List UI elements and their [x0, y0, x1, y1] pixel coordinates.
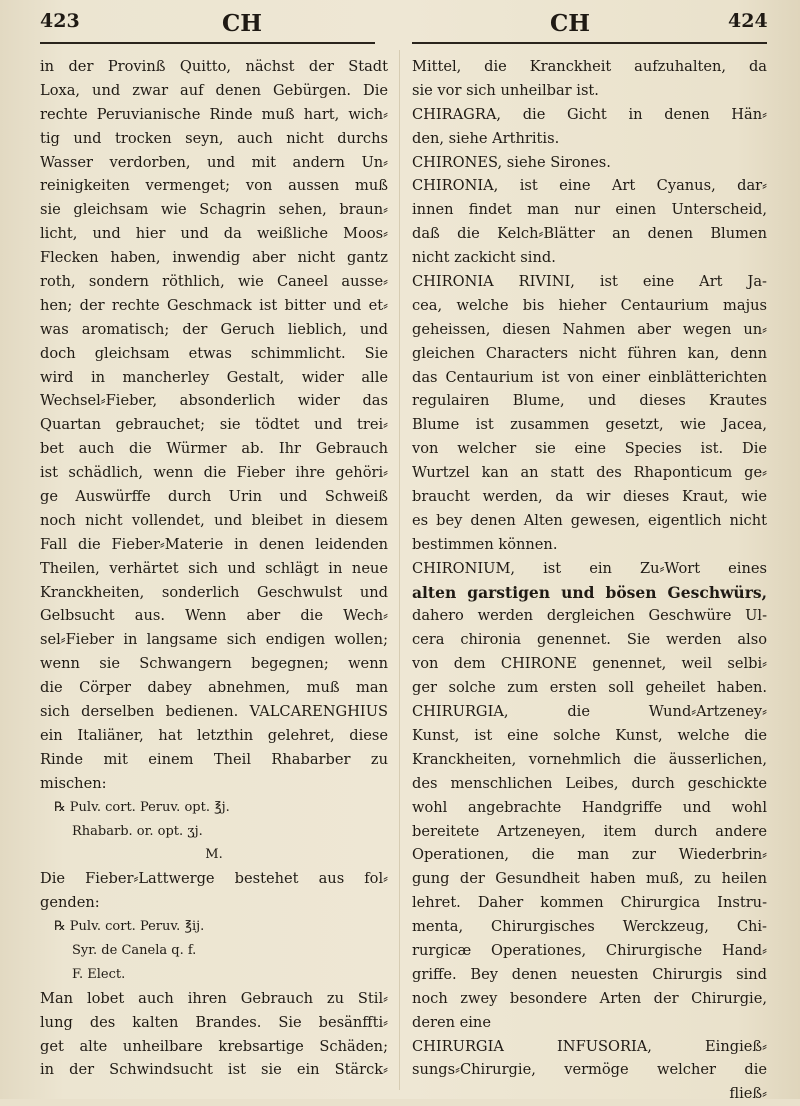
text-line: in der Schwindsucht ist sie ein Stärck⸗: [40, 1061, 388, 1079]
text-line: genden:: [40, 894, 100, 912]
entry-headword-line: CHIRONIUM, ist ein Zu⸗Wort eines: [412, 559, 767, 577]
text-line: in der Provinß Quitto, nächst der Stadt: [40, 58, 388, 75]
column-gutter: [399, 50, 400, 1090]
text-line: hen; der rechte Geschmack ist bitter und et⸗: [40, 296, 388, 314]
text-line: Die Fieber⸗Lattwerge bestehet aus fol⸗: [40, 870, 388, 888]
text-line: was aromatisch; der Geruch lieblich, und: [40, 320, 388, 338]
text-line: menta, Chirurgisches Werckzeug, Chi-: [412, 918, 767, 936]
text-line: gung der Gesundheit haben muß, zu heilen: [412, 870, 767, 888]
text-line: ge Auswürffe durch Urin und Schweiß: [40, 488, 388, 506]
text-line: Blume ist zusammen gesetzt, wie Jacea,: [412, 416, 767, 434]
text-line: rechte Peruvianische Rinde muß hart, wich⸗: [40, 105, 388, 123]
entry-headword-line: CHIRAGRA, die Gicht in denen Hän⸗: [412, 105, 767, 123]
right-running-head: CH: [550, 10, 591, 37]
text-line: nicht zackicht sind.: [412, 249, 556, 267]
text-line: cera chironia genennet. Sie werden also: [412, 631, 767, 649]
entry-headword-line: CHIRURGIA INFUSORIA, Eingieß⸗: [412, 1037, 767, 1055]
text-line: Flecken haben, inwendig aber nicht gantz: [40, 249, 388, 267]
text-line: geheissen, diesen Nahmen aber wegen un⸗: [412, 320, 767, 338]
text-line: regulairen Blume, und dieses Krautes: [412, 392, 767, 410]
text-line: licht, und hier und da weißliche Moos⸗: [40, 225, 388, 243]
text-line: Kranckheiten, vornehmlich die äusserlichen,: [412, 750, 767, 768]
left-running-head: CH: [222, 10, 263, 37]
text-line: cea, welche bis hieher Centaurium majus: [412, 296, 767, 314]
text-line: lehret. Daher kommen Chirurgica Instru-: [412, 894, 767, 912]
right-text-column: [412, 55, 767, 1106]
text-line: des menschlichen Leibes, durch geschickte: [412, 774, 767, 792]
text-line: sie vor sich unheilbar ist.: [412, 81, 599, 99]
text-line: Operationen, die man zur Wiederbrin⸗: [412, 846, 767, 864]
text-line: sel⸗Fieber in langsame sich endigen wollen;: [40, 631, 388, 649]
text-line: Kunst, ist eine solche Kunst, welche die: [412, 726, 767, 744]
recipe-line: F. Elect.: [72, 966, 126, 982]
recipe-line: ℞ Pulv. cort. Peruv. ℥ij.: [54, 919, 205, 935]
text-line: Man lobet auch ihren Gebrauch zu Stil⸗: [40, 989, 388, 1007]
text-line: Mittel, die Kranckheit aufzuhalten, da: [412, 58, 767, 75]
text-line: ger solche zum ersten soll geheilet haben.: [412, 679, 767, 697]
text-line: alten garstigen und bösen Geschwürs,: [412, 582, 767, 602]
text-line: bet auch die Würmer ab. Ihr Gebrauch: [40, 440, 388, 458]
text-line: reinigkeiten vermenget; von aussen muß: [40, 177, 388, 195]
recipe-line: M.: [205, 847, 223, 863]
text-line: Gelbsucht aus. Wenn aber die Wech⸗: [40, 607, 388, 625]
text-line: wohl angebrachte Handgriffe und wohl: [412, 798, 767, 816]
text-line: braucht werden, da wir dieses Kraut, wie: [412, 488, 767, 506]
recipe-line: ℞ Pulv. cort. Peruv. opt. ℥j.: [54, 799, 230, 815]
text-line: wenn sie Schwangern begegnen; wenn: [40, 655, 388, 673]
text-line: von welcher sie eine Species ist. Die: [412, 440, 767, 458]
text-line: sie gleichsam wie Schagrin sehen, braun⸗: [40, 201, 388, 219]
entry-headword-line: CHIRONIA RIVINI, ist eine Art Ja-: [412, 273, 767, 291]
text-line: wird in mancherley Gestalt, wider alle: [40, 368, 388, 386]
text-line: deren eine: [412, 1013, 491, 1031]
entry-headword-line: CHIRONES, siehe Sirones.: [412, 153, 611, 171]
text-line: daß die Kelch⸗Blätter an denen Blumen: [412, 225, 767, 243]
text-line: noch zwey besondere Arten der Chirurgie,: [412, 989, 767, 1007]
text-line: Loxa, und zwar auf denen Gebürgen. Die: [40, 81, 388, 99]
text-line: ein Italiäner, hat letzthin gelehret, diese: [40, 726, 388, 744]
text-line: Quartan gebrauchet; sie tödtet und trei⸗: [40, 416, 388, 434]
text-line: ist schädlich, wenn die Fieber ihre gehöri⸗: [40, 464, 388, 482]
text-line: innen findet man nur einen Unterscheid,: [412, 201, 767, 219]
left-text-column: [40, 55, 388, 1082]
right-header-rule: [412, 42, 767, 44]
text-line: sich derselben bedienen. VALCARENGHIUS: [40, 703, 388, 721]
text-line: bestimmen können.: [412, 535, 558, 553]
text-line: Theilen, verhärtet sich und schlägt in neue: [40, 559, 388, 577]
text-line: es bey denen Alten gewesen, eigentlich nicht: [412, 511, 767, 529]
catchword: fließ⸗: [729, 1085, 767, 1103]
text-line: tig und trocken seyn, auch nicht durchs: [40, 129, 388, 147]
text-line: Rinde mit einem Theil Rhabarber zu: [40, 750, 388, 768]
text-line: den, siehe Arthritis.: [412, 129, 560, 147]
text-line: lung des kalten Brandes. Sie besänffti⸗: [40, 1013, 388, 1031]
recipe-line: Syr. de Canela q. f.: [72, 942, 197, 958]
text-line: sungs⸗Chirurgie, vermöge welcher die: [412, 1061, 767, 1079]
text-line: roth, sondern röthlich, wie Caneel aussе⸗: [40, 273, 388, 291]
text-line: doch gleichsam etwas schimmlicht. Sie: [40, 344, 388, 362]
text-line: noch nicht vollendet, und bleibet in diesem: [40, 511, 388, 529]
right-page-number: 424: [728, 10, 768, 32]
text-line: gleichen Characters nicht führen kan, denn: [412, 344, 767, 362]
text-line: bereitete Artzeneyen, item durch andere: [412, 822, 767, 840]
text-line: Wurtzel kan an statt des Rhaponticum ge⸗: [412, 464, 767, 482]
text-line: rurgicæ Operationes, Chirurgische Hand⸗: [412, 941, 767, 959]
text-line: get alte unheilbare krebsartige Schäden;: [40, 1037, 388, 1055]
text-line: Fall die Fieber⸗Materie in denen leidenden: [40, 535, 388, 553]
text-line: das Centaurium ist von einer einblätterichten: [412, 368, 767, 386]
text-line: mischen:: [40, 774, 107, 792]
text-line: Wechsel⸗Fieber, absonderlich wider das: [40, 392, 388, 410]
text-line: griffe. Bey denen neuesten Chirurgis sind: [412, 965, 767, 983]
text-line: die Cörper dabey abnehmen, muß man: [40, 679, 388, 697]
text-line: Kranckheiten, sonderlich Geschwulst und: [40, 583, 388, 601]
entry-headword-line: CHIRURGIA, die Wund⸗Artzeney⸗: [412, 703, 767, 721]
text-line: dahero werden dergleichen Geschwüre Ul-: [412, 607, 767, 625]
text-line: Wasser verdorben, und mit andern Un⸗: [40, 153, 388, 171]
left-header-rule: [40, 42, 375, 44]
text-line: von dem CHIRONE genennet, weil selbi⸗: [412, 655, 767, 673]
recipe-line: Rhabarb. or. opt. ʒj.: [72, 823, 203, 839]
left-page-number: 423: [40, 10, 80, 32]
entry-headword-line: CHIRONIA, ist eine Art Cyanus, dar⸗: [412, 177, 767, 195]
